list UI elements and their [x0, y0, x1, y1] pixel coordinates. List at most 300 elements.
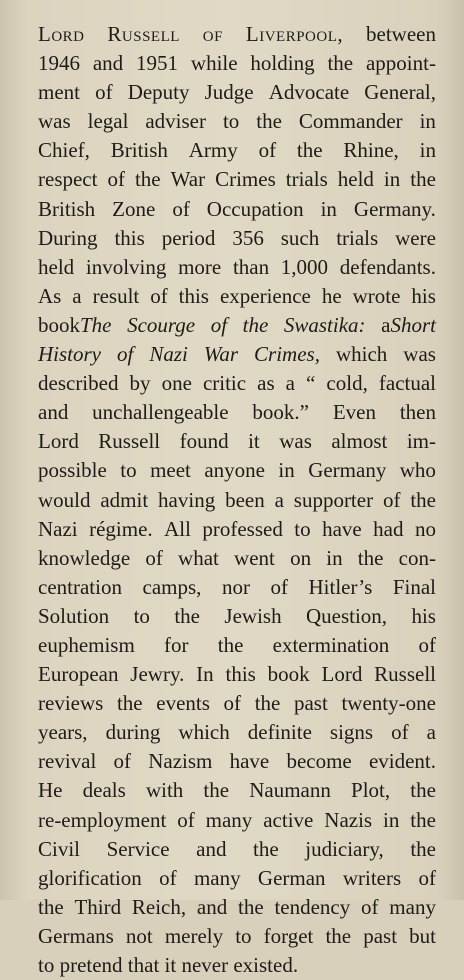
text-segment: Final — [392, 574, 436, 599]
text-word — [294, 689, 328, 718]
text-word — [107, 835, 170, 864]
text-segment: During — [38, 225, 98, 250]
text-word — [38, 689, 103, 718]
text-word — [93, 49, 123, 78]
text-segment: in — [419, 109, 436, 134]
text-word — [294, 486, 373, 515]
text-segment: General, — [364, 80, 436, 105]
text-segment: on — [290, 545, 312, 570]
text-segment: having — [158, 487, 216, 512]
text-word — [409, 922, 436, 951]
text-word — [38, 311, 112, 340]
text-segment: of — [361, 894, 379, 919]
text-word — [264, 922, 314, 951]
text-word — [111, 136, 168, 165]
text-word — [419, 864, 437, 893]
text-word — [127, 311, 195, 340]
text-word — [38, 544, 130, 573]
text-word — [279, 427, 312, 456]
text-segment: this — [114, 225, 145, 250]
text-word — [38, 78, 80, 107]
text-segment: Reich, — [131, 894, 187, 919]
text-word — [415, 515, 436, 544]
text-word — [174, 602, 200, 631]
text-segment: Lord — [38, 429, 79, 454]
text-segment: become — [286, 749, 352, 774]
text-segment: of — [382, 487, 401, 512]
text-segment: centration — [38, 574, 122, 599]
text-segment: of — [95, 80, 113, 105]
text-segment: of — [223, 691, 242, 716]
text-line — [38, 165, 436, 194]
text-line — [38, 573, 436, 602]
text-word — [206, 806, 253, 835]
text-segment: Chief, — [38, 138, 90, 163]
text-segment: Third — [74, 894, 122, 919]
text-word — [343, 864, 401, 893]
text-segment: many — [205, 807, 253, 832]
text-segment: book — [267, 662, 310, 687]
text-segment: Hitler’s — [308, 574, 373, 599]
text-word — [38, 718, 88, 747]
text-segment: possible — [38, 458, 107, 483]
text-segment: He — [38, 778, 63, 803]
text-segment: definite — [247, 720, 312, 745]
text-word — [410, 806, 436, 835]
text-segment: in — [383, 167, 401, 192]
text-segment: for — [164, 632, 189, 657]
text-word — [203, 776, 229, 805]
text-segment: adviser — [145, 109, 207, 134]
text-segment: respect — [38, 167, 98, 192]
text-line — [38, 253, 436, 282]
text-word — [309, 573, 373, 602]
text-word — [38, 20, 85, 49]
text-segment: the — [242, 312, 269, 337]
text-segment: of — [145, 545, 163, 570]
text-segment: while — [190, 51, 238, 76]
text-word — [400, 398, 436, 427]
text-segment: Germans — [38, 923, 114, 948]
text-word — [164, 631, 189, 660]
text-word — [100, 486, 148, 515]
text-word — [361, 893, 379, 922]
text-word — [143, 573, 202, 602]
text-segment: in — [326, 545, 343, 570]
text-segment: Nazi — [38, 516, 78, 541]
text-segment: Naumann — [249, 778, 331, 803]
text-segment: this — [178, 283, 209, 308]
text-word — [233, 253, 269, 282]
text-word — [38, 573, 122, 602]
text-word — [72, 282, 81, 311]
text-segment: book — [38, 312, 80, 337]
text-word — [196, 660, 214, 689]
text-word — [159, 864, 177, 893]
text-segment: “ — [306, 371, 316, 396]
text-segment: Crimes, — [254, 342, 320, 367]
text-segment: the — [134, 167, 161, 192]
text-word — [172, 195, 190, 224]
text-word — [395, 224, 436, 253]
text-word — [224, 689, 242, 718]
text-segment: defendants. — [339, 254, 436, 279]
text-segment: many — [389, 894, 436, 919]
text-word — [38, 864, 142, 893]
text-word — [107, 165, 125, 194]
text-segment: merely — [164, 923, 224, 948]
text-segment: reviews — [38, 691, 104, 716]
text-word — [257, 369, 275, 398]
text-word — [305, 835, 384, 864]
text-segment: held — [38, 254, 75, 279]
text-word — [177, 806, 195, 835]
text-word — [38, 602, 109, 631]
text-word — [150, 456, 191, 485]
text-segment: who — [399, 458, 436, 483]
text-segment: to — [120, 458, 137, 483]
text-word — [246, 20, 343, 49]
text-line — [38, 864, 436, 893]
text-segment: to — [235, 923, 252, 948]
text-segment: a — [274, 487, 284, 512]
text-line — [38, 602, 436, 631]
text-word — [179, 282, 209, 311]
text-segment: book.” — [252, 400, 309, 425]
text-word — [145, 107, 206, 136]
text-word — [112, 195, 155, 224]
text-word — [218, 631, 244, 660]
text-segment: the — [296, 138, 323, 163]
text-segment: re-employment — [38, 807, 167, 832]
text-segment: the — [217, 632, 244, 657]
text-word — [38, 165, 97, 194]
text-word — [253, 835, 279, 864]
text-word — [243, 311, 269, 340]
text-segment: judiciary, — [305, 836, 384, 861]
text-word — [204, 456, 265, 485]
text-word — [403, 340, 436, 369]
text-word — [420, 107, 436, 136]
text-word — [38, 369, 118, 398]
text-segment: admit — [100, 487, 149, 512]
text-line — [38, 456, 436, 485]
text-word — [284, 311, 366, 340]
text-line — [38, 311, 436, 340]
text-word — [363, 922, 397, 951]
text-segment: Russell — [107, 22, 180, 46]
text-segment: had — [373, 516, 404, 541]
text-segment: in — [419, 138, 436, 163]
text-segment: Solution — [38, 603, 110, 628]
text-word — [411, 282, 436, 311]
text-segment: the — [357, 545, 384, 570]
text-segment: Question, — [305, 603, 388, 628]
text-segment: of — [113, 749, 132, 774]
text-segment: extermination — [272, 632, 390, 657]
text-segment: to — [222, 109, 240, 134]
text-segment: anyone — [204, 458, 265, 483]
text-word — [364, 78, 436, 107]
text-word — [294, 515, 310, 544]
text-word — [162, 224, 216, 253]
text-segment: the — [116, 691, 143, 716]
text-segment: Commander — [298, 109, 403, 134]
text-segment: unchallengeable — [92, 400, 229, 425]
text-segment: the — [410, 807, 436, 832]
text-word — [383, 486, 401, 515]
text-word — [256, 107, 282, 136]
text-word — [235, 922, 251, 951]
text-word — [373, 515, 403, 544]
text-segment: of — [172, 196, 190, 221]
text-segment: appoint- — [365, 51, 436, 76]
text-word — [306, 369, 315, 398]
text-segment: described — [38, 371, 119, 396]
text-segment: Deputy — [127, 80, 190, 105]
text-segment: and — [38, 400, 69, 425]
text-segment: revival — [38, 749, 97, 774]
text-word — [290, 544, 311, 573]
text-segment: such — [280, 225, 320, 250]
text-segment: of — [159, 865, 177, 890]
text-word — [411, 602, 436, 631]
text-segment: past — [293, 691, 328, 716]
text-segment: almost — [331, 429, 388, 454]
text-segment: the — [174, 603, 200, 628]
text-word — [330, 718, 373, 747]
text-segment: twenty-one — [341, 691, 436, 716]
text-segment: Jewish — [224, 603, 282, 628]
text-segment: con- — [398, 545, 436, 570]
blurb-paragraph — [38, 20, 436, 980]
text-word — [286, 165, 328, 194]
text-segment: between — [366, 22, 436, 46]
text-segment: 356 — [232, 225, 264, 250]
text-word — [326, 544, 342, 573]
text-word — [226, 660, 256, 689]
text-word — [341, 689, 435, 718]
text-segment: have — [229, 749, 270, 774]
text-line — [38, 486, 436, 515]
text-segment: Plot, — [351, 778, 391, 803]
text-segment: of — [210, 312, 228, 337]
text-segment: not — [125, 923, 153, 948]
text-segment: result — [92, 283, 140, 308]
text-segment: active — [263, 807, 314, 832]
text-word — [374, 660, 436, 689]
text-word — [145, 544, 163, 573]
text-segment: no — [414, 516, 436, 541]
text-line — [38, 951, 436, 980]
text-word — [389, 893, 436, 922]
text-word — [74, 893, 121, 922]
text-word — [268, 660, 310, 689]
text-word — [178, 718, 229, 747]
text-segment: held — [337, 167, 374, 192]
text-segment: Swastika: — [283, 312, 366, 337]
text-segment: would — [38, 487, 91, 512]
text-word — [38, 398, 68, 427]
text-word — [196, 835, 226, 864]
text-segment: of — [391, 720, 409, 745]
text-word — [369, 747, 436, 776]
text-word — [351, 776, 390, 805]
text-segment: Lord — [321, 662, 363, 687]
text-segment: were — [395, 225, 436, 250]
text-segment: supporter — [293, 487, 374, 512]
text-word — [248, 427, 260, 456]
text-segment: what — [178, 545, 219, 570]
text-line — [38, 660, 436, 689]
text-word — [321, 195, 337, 224]
text-word — [191, 49, 238, 78]
text-word — [400, 456, 436, 485]
text-segment: régime. — [89, 516, 153, 541]
text-word — [353, 282, 401, 311]
text-word — [178, 544, 219, 573]
text-segment: Germany. — [353, 196, 436, 221]
text-segment: Rhine, — [343, 138, 399, 163]
text-segment: to pretend that it never existed. — [38, 953, 299, 977]
text-word — [259, 136, 277, 165]
text-word — [255, 689, 281, 718]
text-segment: of — [107, 167, 125, 192]
text-word — [207, 195, 304, 224]
text-word — [197, 893, 227, 922]
text-segment: The — [80, 312, 112, 337]
text-segment: it — [248, 429, 260, 454]
text-word — [322, 282, 342, 311]
text-word — [354, 195, 436, 224]
text-word — [252, 398, 309, 427]
text-word — [269, 78, 349, 107]
text-segment: a — [381, 312, 391, 337]
text-word — [358, 544, 384, 573]
text-word — [273, 631, 390, 660]
text-word — [222, 573, 250, 602]
text-segment: in — [383, 807, 400, 832]
text-word — [38, 107, 71, 136]
text-segment: of — [270, 574, 288, 599]
text-word — [117, 689, 143, 718]
text-word — [325, 922, 351, 951]
text-line — [38, 49, 436, 78]
text-segment: to — [133, 603, 150, 628]
text-segment: Liverpool, — [245, 22, 344, 46]
text-word — [286, 747, 351, 776]
text-word — [384, 165, 400, 194]
text-word — [366, 20, 436, 49]
text-segment: with — [145, 778, 184, 803]
text-segment: was — [403, 342, 436, 367]
text-segment: Army — [188, 138, 238, 163]
text-segment: In — [196, 662, 214, 687]
text-segment: Nazis — [324, 807, 373, 832]
text-word — [299, 107, 403, 136]
text-segment: this — [225, 662, 256, 687]
text-word — [230, 747, 270, 776]
text-segment: the — [238, 894, 264, 919]
text-segment: was — [38, 109, 71, 134]
text-segment: British — [110, 138, 168, 163]
text-word — [336, 340, 387, 369]
text-segment: during — [105, 720, 161, 745]
text-segment: War — [170, 167, 206, 192]
text-segment: Nazi — [149, 342, 188, 367]
text-segment: signs — [329, 720, 374, 745]
text-segment: Civil — [38, 836, 81, 861]
text-segment: he — [321, 283, 342, 308]
text-word — [38, 806, 166, 835]
text-segment: the — [254, 691, 281, 716]
text-word — [149, 340, 188, 369]
text-segment: than — [232, 254, 270, 279]
text-segment: ment — [38, 80, 80, 105]
text-segment: professed — [202, 516, 283, 541]
text-word — [38, 486, 91, 515]
text-segment: War — [203, 342, 239, 367]
text-segment: of — [116, 342, 134, 367]
text-segment: camps, — [142, 574, 202, 599]
text-segment: of — [418, 632, 436, 657]
text-segment: as — [257, 371, 275, 396]
text-line — [38, 776, 436, 805]
text-segment: Jewry. — [130, 662, 185, 687]
text-segment: the — [410, 836, 436, 861]
text-segment: in — [278, 458, 295, 483]
text-line — [38, 136, 436, 165]
text-segment: euphemism — [38, 632, 135, 657]
text-line — [38, 398, 436, 427]
text-word — [419, 631, 437, 660]
text-word — [158, 486, 215, 515]
text-word — [322, 515, 362, 544]
text-word — [126, 922, 153, 951]
text-word — [427, 718, 436, 747]
text-word — [336, 224, 378, 253]
text-segment: Germany — [308, 458, 387, 483]
text-word — [117, 340, 133, 369]
text-segment: the — [253, 836, 279, 861]
text-word — [83, 776, 126, 805]
text-segment: have — [322, 516, 362, 541]
text-word — [148, 747, 212, 776]
text-segment: more — [178, 254, 222, 279]
text-word — [211, 311, 227, 340]
text-word — [366, 49, 436, 78]
text-segment: knowledge — [38, 545, 131, 570]
text-line — [38, 515, 436, 544]
text-word — [258, 864, 326, 893]
text-segment: his — [411, 603, 436, 628]
text-segment: a — [426, 720, 436, 745]
text-line — [38, 631, 436, 660]
text-word — [393, 573, 436, 602]
text-word — [86, 253, 167, 282]
text-word — [194, 864, 241, 893]
text-segment: of — [202, 22, 223, 46]
text-word — [281, 224, 320, 253]
text-word — [263, 806, 313, 835]
text-word — [324, 806, 372, 835]
text-segment: been — [225, 487, 265, 512]
text-word — [89, 515, 153, 544]
text-line — [38, 893, 436, 922]
text-segment: trials — [336, 225, 379, 250]
text-segment: period — [161, 225, 216, 250]
text-word — [203, 20, 223, 49]
